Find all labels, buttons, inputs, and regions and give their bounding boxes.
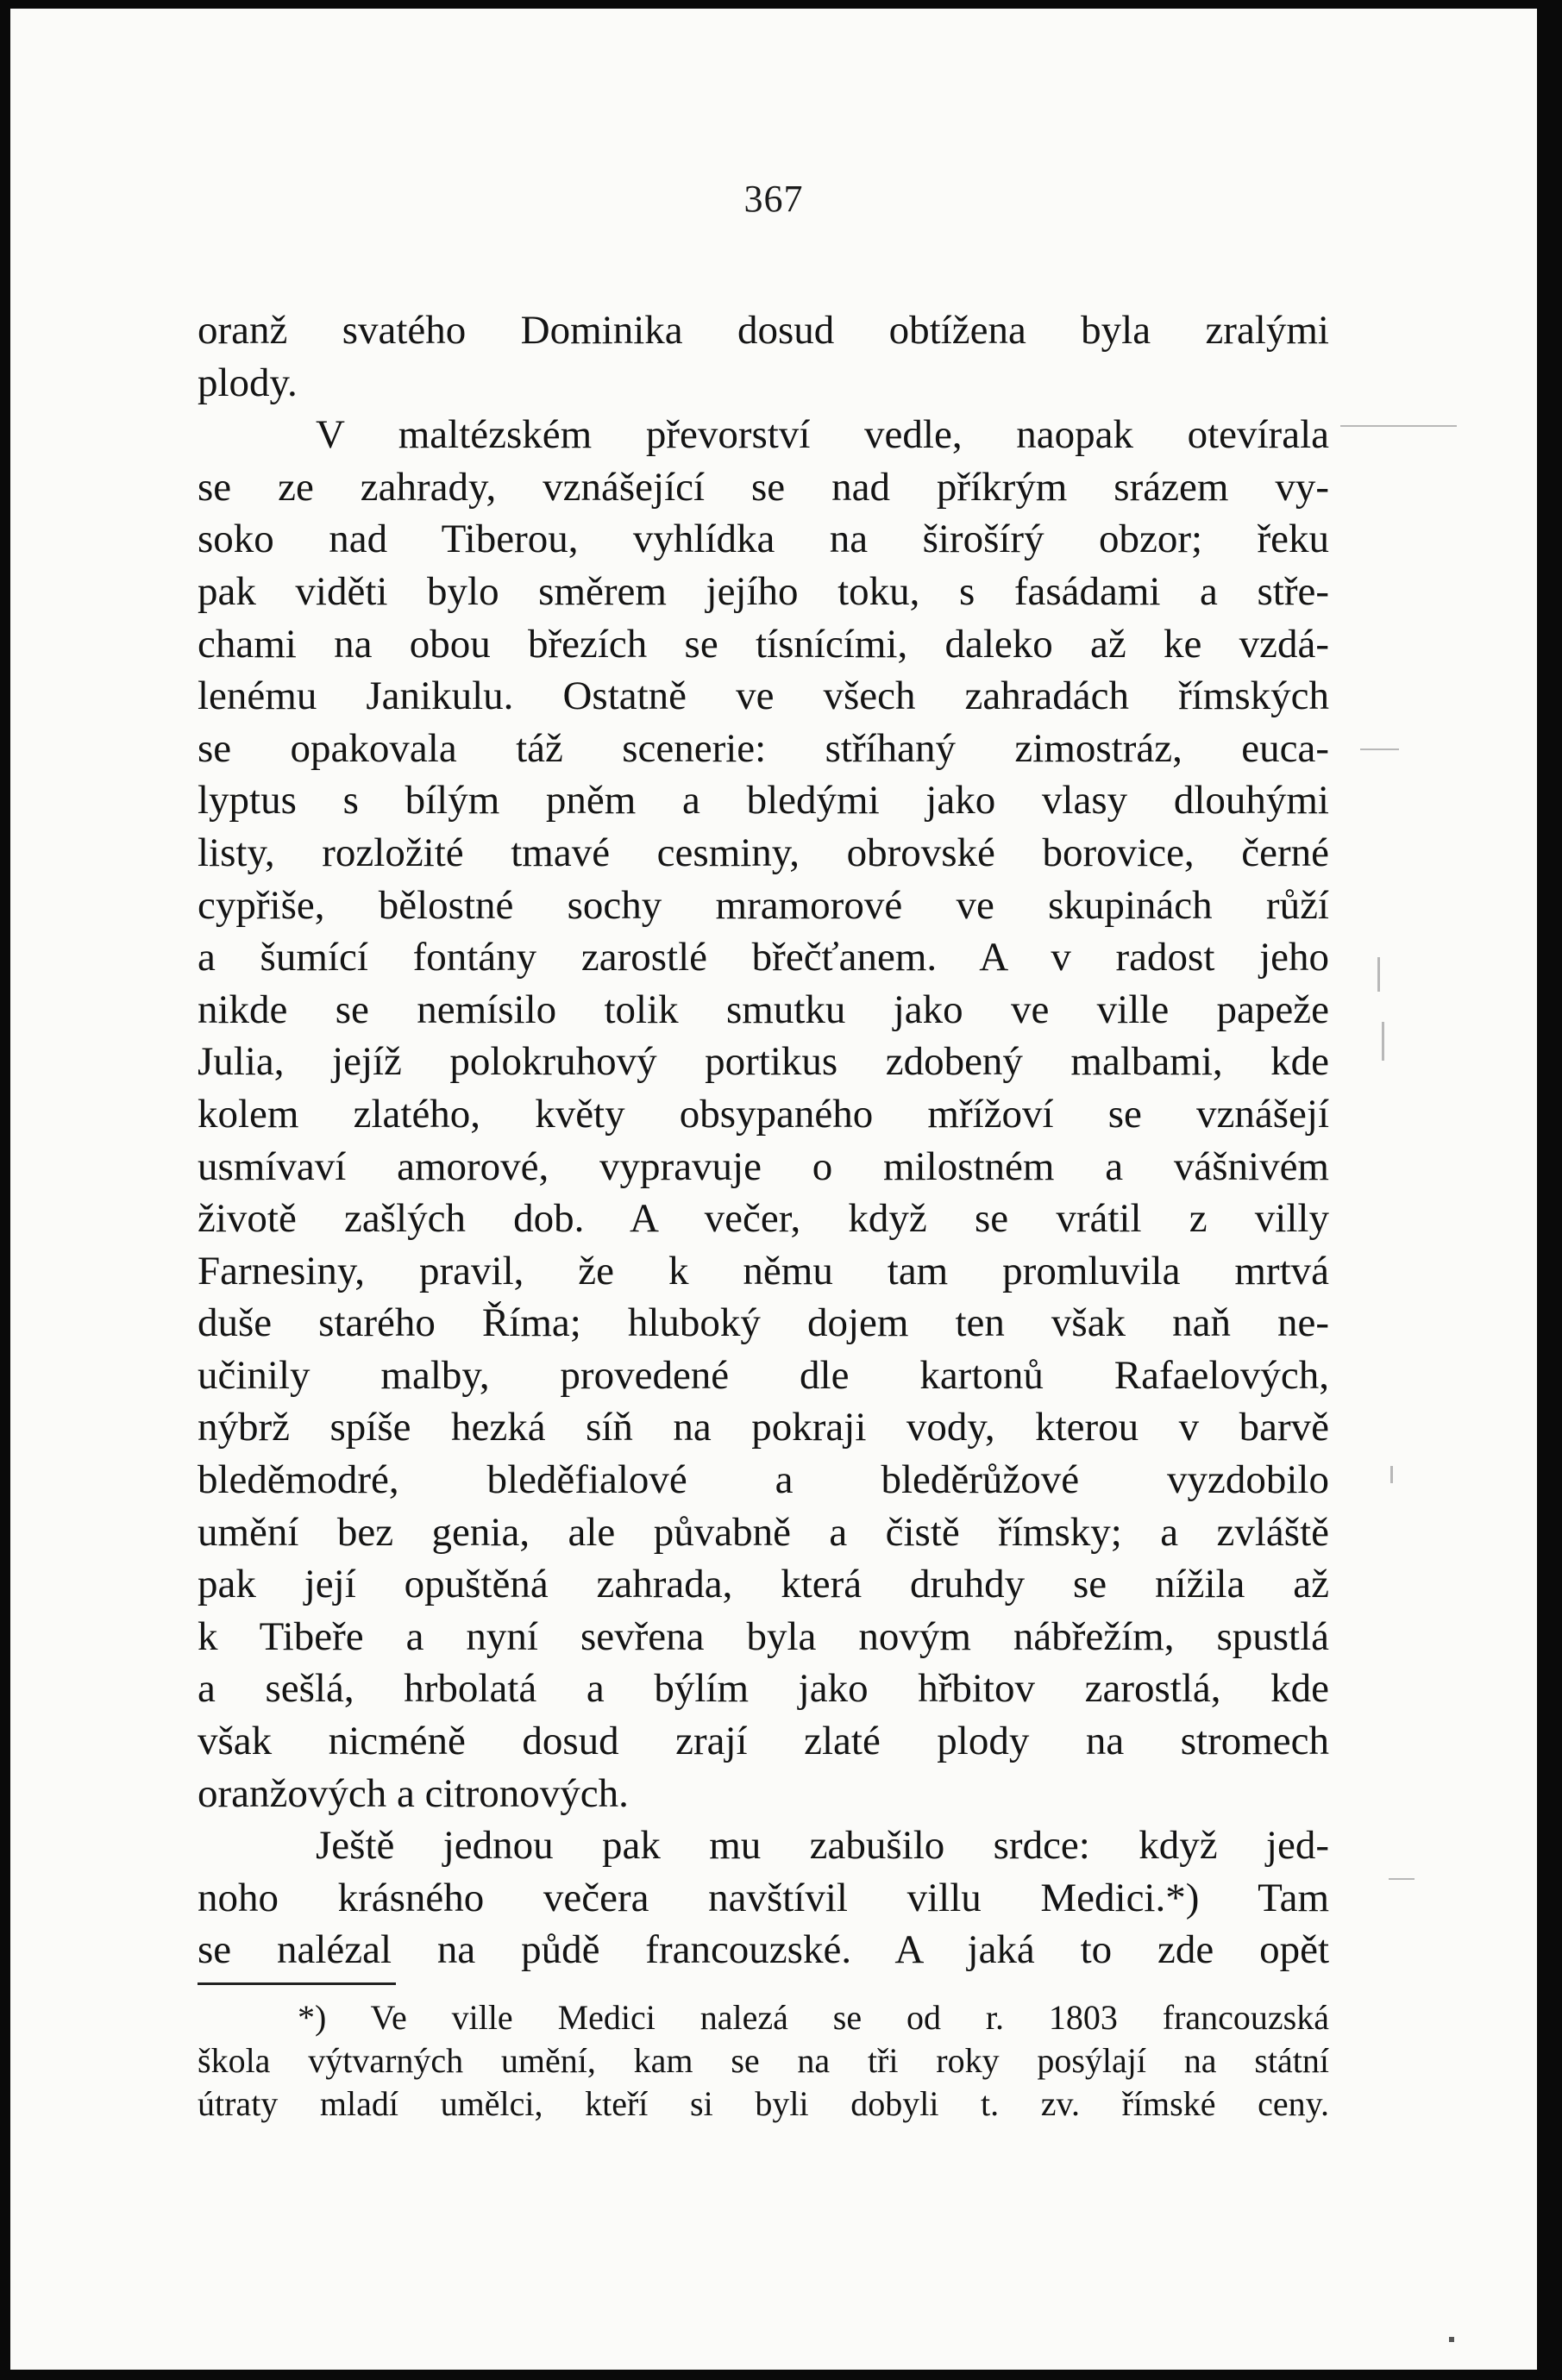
text-line: usmívaví amorové, vypravuje o milostném a vášnivém [198, 1143, 1329, 1189]
text-line: Ještě jednou pak mu zabušilo srdce: když jed- [316, 1823, 1329, 1869]
text-line: cypřiše, bělostné sochy mramorové ve skupinách růží [198, 882, 1329, 928]
text-line: Julia, jejíž polokruhový portikus zdobený malbami, kde [198, 1039, 1329, 1085]
text-line: a šumící fontány zarostlé břečťanem. A v radost jeho [198, 935, 1329, 980]
footnote-line: útraty mladí umělci, kteří si byli dobyli t. zv. římské ceny. [198, 2084, 1329, 2123]
bleed-through-mark [1382, 1022, 1384, 1061]
bleed-through-mark [1389, 1878, 1415, 1880]
text-line: bleděmodré, bleděfialové a bleděrůžové vyzdobilo [198, 1457, 1329, 1503]
bleed-through-mark [1390, 1466, 1393, 1483]
text-line: však nicméně dosud zrají zlaté plody na stromech [198, 1719, 1329, 1764]
text-line: umění bez genia, ale půvabně a čistě římsky; a zvláště [198, 1509, 1329, 1555]
text-line: lyptus s bílým pněm a bledými jako vlasy dlouhými [198, 778, 1329, 824]
book-page [10, 9, 1537, 2370]
text-line: noho krásného večera navštívil villu Medici.*) Tam [198, 1875, 1329, 1920]
text-line: lenému Janikulu. Ostatně ve všech zahradách římských [198, 673, 1329, 719]
text-line: plody. [198, 360, 298, 405]
text-line: kolem zlatého, květy obsypaného mřížoví se vznášejí [198, 1091, 1329, 1137]
text-line: oranžových a citronových. [198, 1770, 629, 1816]
footnote-line: škola výtvarných umění, kam se na tři roky posýlají na státní [198, 2041, 1329, 2080]
text-line: pak viděti bylo směrem jejího toku, s fasádami a stře- [198, 568, 1329, 614]
text-line: pak její opuštěná zahrada, která druhdy se nížila až [198, 1562, 1329, 1607]
bleed-through-mark [1340, 425, 1457, 427]
text-line: nikde se nemísilo tolik smutku jako ve ville papeže [198, 986, 1329, 1032]
body-text [198, 304, 1329, 1976]
text-line: učinily malby, provedené dle kartonů Rafaelových, [198, 1352, 1329, 1398]
text-line: duše starého Říma; hluboký dojem ten však naň ne- [198, 1300, 1329, 1346]
text-line: se opakovala táž scenerie: stříhaný zimostráz, euca- [198, 725, 1329, 771]
footnote-divider [198, 1982, 396, 1985]
text-line: k Tibeře a nyní sevřena byla novým nábřežím, spustlá [198, 1613, 1329, 1659]
bleed-through-mark [1377, 957, 1380, 992]
text-line: V maltézském převorství vedle, naopak otevírala [316, 412, 1329, 458]
text-line: životě zašlých dob. A večer, když se vrátil z villy [198, 1196, 1329, 1242]
text-line: oranž svatého Dominika dosud obtížena byla zralými [198, 308, 1329, 353]
text-line: listy, rozložité tmavé cesminy, obrovské borovice, černé [198, 830, 1329, 875]
text-line: se nalézal na půdě francouzské. A jaká to zde opět [198, 1927, 1329, 1973]
footnote-line: *) Ve ville Medici nalezá se od r. 1803 francouzská [298, 1998, 1329, 2037]
text-line: chami na obou březích se tísnícími, daleko až ke vzdá- [198, 621, 1329, 667]
text-line: Farnesiny, pravil, že k němu tam promluvila mrtvá [198, 1248, 1329, 1293]
page-number: 367 [743, 178, 804, 220]
text-line: se ze zahrady, vznášející se nad příkrým srázem vy- [198, 464, 1329, 510]
text-line: a sešlá, hrbolatá a býlím jako hřbitov zarostlá, kde [198, 1666, 1329, 1712]
bleed-through-mark [1449, 2337, 1454, 2342]
bleed-through-mark [1360, 748, 1399, 750]
text-line: nýbrž spíše hezká síň na pokraji vody, kterou v barvě [198, 1405, 1329, 1450]
text-line: soko nad Tiberou, vyhlídka na širošírý obzor; řeku [198, 517, 1329, 562]
footnote [198, 1996, 1329, 2126]
